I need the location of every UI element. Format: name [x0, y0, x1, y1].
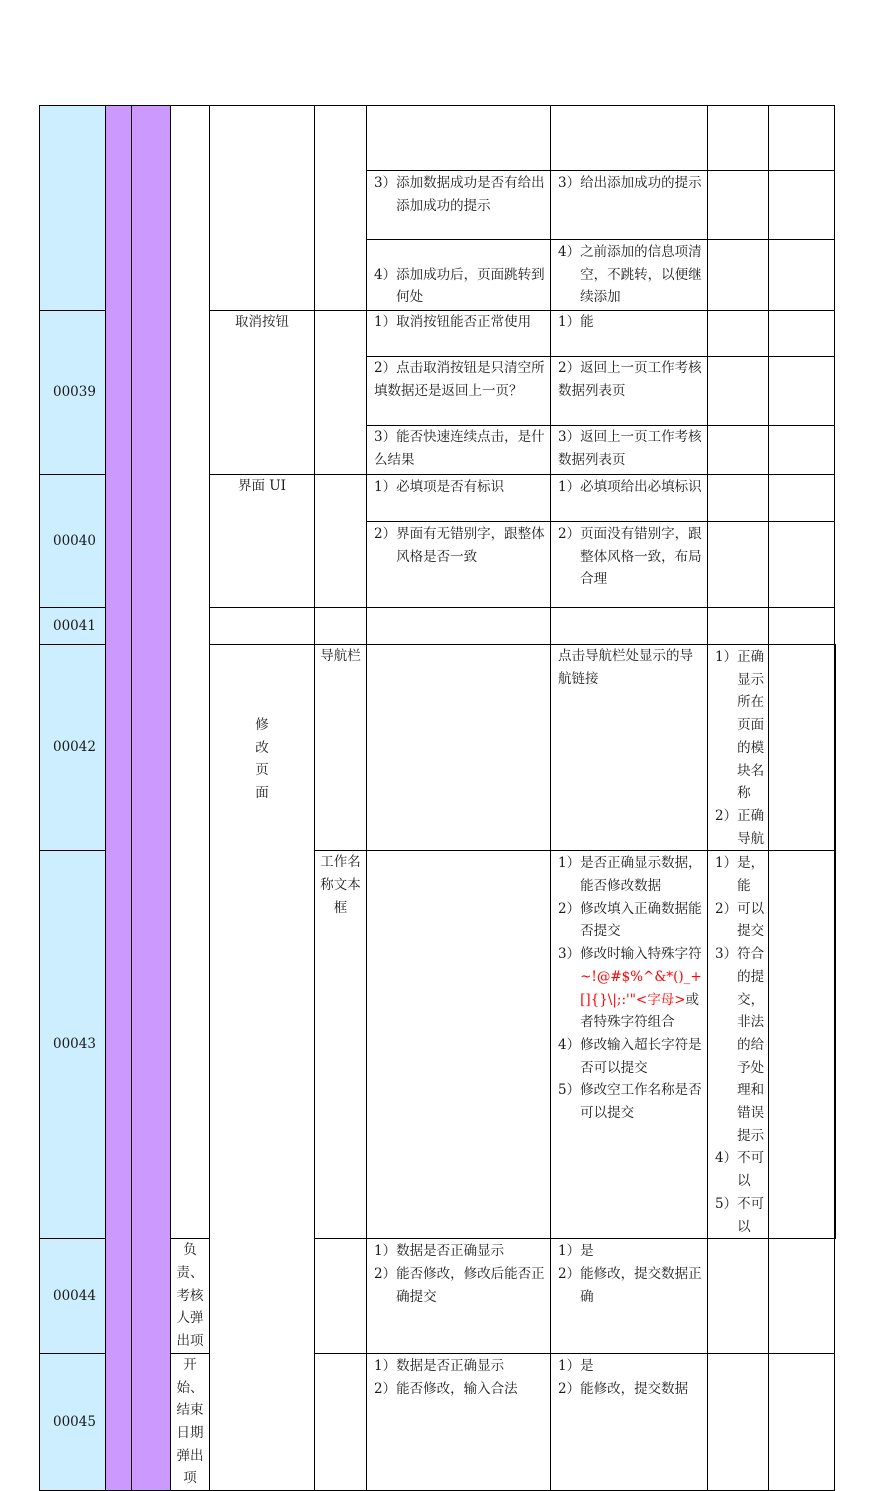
- case-id: 00041: [40, 608, 106, 645]
- remark-cell: [769, 357, 835, 426]
- list-item: 1） 是: [558, 1243, 594, 1260]
- list-item: 2） 可以提交: [715, 900, 765, 940]
- actual-cell: [708, 240, 769, 311]
- actual-cell: [708, 171, 769, 240]
- list-item: 3） 修改时输入特殊字符~!@#$%^&*()_+[]{}\|;:'"<字母>或者特殊字符组合: [558, 946, 702, 1031]
- remark-cell: [769, 426, 835, 475]
- precondition-cell: [367, 645, 551, 851]
- actual-cell: [708, 426, 769, 475]
- precondition-cell: [315, 608, 367, 645]
- list-item: 1） 是: [558, 1357, 594, 1374]
- step-cell: [367, 1353, 551, 1490]
- list-item: 3） 给出添加成功的提示: [558, 175, 702, 191]
- expected-cell: [551, 171, 708, 240]
- expected-cell: 3）返回上一页工作考核数据列表页: [551, 426, 708, 475]
- case-id: 00040: [40, 475, 106, 608]
- list-item: 2） 能修改，提交数据正确: [558, 1265, 702, 1305]
- actual-cell: [769, 851, 835, 1239]
- list-item: 5） 不可以: [715, 1195, 765, 1235]
- test-case-table: [39, 105, 836, 1491]
- test-item: 负责、考核人弹出项: [171, 1239, 210, 1354]
- precondition-cell: [315, 475, 367, 608]
- remark-cell: [769, 522, 835, 608]
- expected-cell: [551, 608, 708, 645]
- list-item: 5） 修改空工作名称是否可以提交: [558, 1082, 702, 1122]
- expected-cell: [551, 240, 708, 311]
- list-item: 1） 数据是否正确显示: [374, 1243, 505, 1260]
- actual-cell: [708, 608, 769, 645]
- test-item: [210, 608, 315, 645]
- list-item: 2） 修改填入正确数据能否提交: [558, 900, 702, 940]
- list-item: 1） 正确显示所在页面的模块名称: [715, 649, 765, 802]
- expected-cell: [708, 851, 769, 1239]
- list-item: 1） 是，能: [715, 855, 765, 895]
- list-item: 2） 正确导航: [715, 807, 765, 847]
- list-item: 2） 能否修改，修改后能否正确提交: [374, 1265, 545, 1305]
- case-id: 00045: [40, 1353, 106, 1490]
- precondition-cell-continued: [315, 106, 367, 311]
- section-cell-modify: [210, 645, 315, 1491]
- step-cell: [367, 1239, 551, 1354]
- list-item: 4） 修改输入超长字符是否可以提交: [558, 1036, 702, 1076]
- expected-cell: [551, 1353, 708, 1490]
- remark-cell: [769, 1353, 835, 1490]
- remark-cell: [769, 608, 835, 645]
- list-item: 4） 添加成功后，页面跳转到何处: [374, 266, 545, 306]
- expected-cell: 1）能: [551, 311, 708, 357]
- case-id: 00039: [40, 311, 106, 475]
- remark-cell: [769, 311, 835, 357]
- actual-cell: [708, 357, 769, 426]
- precondition-cell: [367, 851, 551, 1239]
- precondition-cell: [315, 1353, 367, 1490]
- expected-cell: 2）返回上一页工作考核数据列表页: [551, 357, 708, 426]
- list-item: 2） 能否修改，输入合法: [374, 1380, 518, 1397]
- remark-cell: [769, 171, 835, 240]
- id-cell-continued: [40, 106, 106, 311]
- actual-cell: [708, 475, 769, 522]
- test-item: 取消按钮: [210, 311, 315, 475]
- step-cell: 2）点击取消按钮是只清空所填数据还是返回上一页？: [367, 357, 551, 426]
- list-item: 4） 之前添加的信息项清空，不跳转，以便继续添加: [558, 244, 702, 306]
- remark-cell: [769, 240, 835, 311]
- purple-column-1: [106, 106, 132, 1491]
- remark-cell: [835, 851, 836, 1239]
- step-cell: [367, 522, 551, 608]
- test-item: 界面 UI: [210, 475, 315, 608]
- list-item: 2） 界面有无错别字，跟整体风格是否一致: [374, 526, 545, 565]
- step-cell: [367, 240, 551, 311]
- step-cell: 1）取消按钮能否正常使用: [367, 311, 551, 357]
- expected-cell-empty: [551, 106, 708, 171]
- list-item: 2） 能修改，提交数据: [558, 1380, 689, 1397]
- step-cell: [367, 475, 551, 522]
- step-cell: 3）能否快速连续点击，是什么结果: [367, 426, 551, 475]
- special-characters: ~!@#$%^&*()_+[]{}\|;:'"<字母>: [580, 968, 702, 1008]
- actual-cell: [708, 1353, 769, 1490]
- item-cell-continued: [210, 106, 315, 311]
- remark-cell: [769, 1239, 835, 1354]
- list-item: 4） 不可以: [715, 1150, 765, 1190]
- actual-cell: [708, 522, 769, 608]
- precondition-cell: [315, 1239, 367, 1354]
- step-cell: [551, 851, 708, 1239]
- step-cell: [367, 608, 551, 645]
- case-id: 00044: [40, 1239, 106, 1354]
- list-item: 1） 数据是否正确显示: [374, 1357, 505, 1374]
- remark-cell: [835, 645, 836, 851]
- list-item: 3） 添加数据成功是否有给出添加成功的提示: [374, 175, 545, 214]
- remark-cell: [769, 106, 835, 171]
- remark-cell: [769, 475, 835, 522]
- list-item: 1） 是否正确显示数据，能否修改数据: [558, 855, 702, 895]
- expected-cell: [551, 1239, 708, 1354]
- actual-cell: [708, 106, 769, 171]
- list-item: 1） 必填项是否有标识: [374, 479, 505, 495]
- actual-cell: [708, 1239, 769, 1354]
- section-label: 修改页面: [255, 717, 269, 802]
- expected-cell: [708, 645, 769, 851]
- list-item: 3） 符合的提交，非法的给予处理和错误提示: [715, 946, 765, 1144]
- expected-cell: [551, 475, 708, 522]
- precondition-cell: [315, 311, 367, 475]
- list-item: 1） 必填项给出必填标识: [558, 479, 702, 495]
- purple-column-2: [132, 106, 171, 1491]
- actual-cell: [769, 645, 835, 851]
- step-cell: 点击导航栏处显示的导航链接: [551, 645, 708, 851]
- section-cell-add: [171, 106, 210, 1239]
- step-cell-empty: [367, 106, 551, 171]
- step-cell: [367, 171, 551, 240]
- test-item: 开始、结束日期弹出项: [171, 1353, 210, 1490]
- test-item: 导航栏: [315, 645, 367, 851]
- expected-cell: [551, 522, 708, 608]
- case-id: 00042: [40, 645, 106, 851]
- test-item: 工作名称文本框: [315, 851, 367, 1239]
- list-item: 2） 页面没有错别字，跟整体风格一致，布局合理: [558, 526, 702, 588]
- actual-cell: [708, 311, 769, 357]
- case-id: 00043: [40, 851, 106, 1239]
